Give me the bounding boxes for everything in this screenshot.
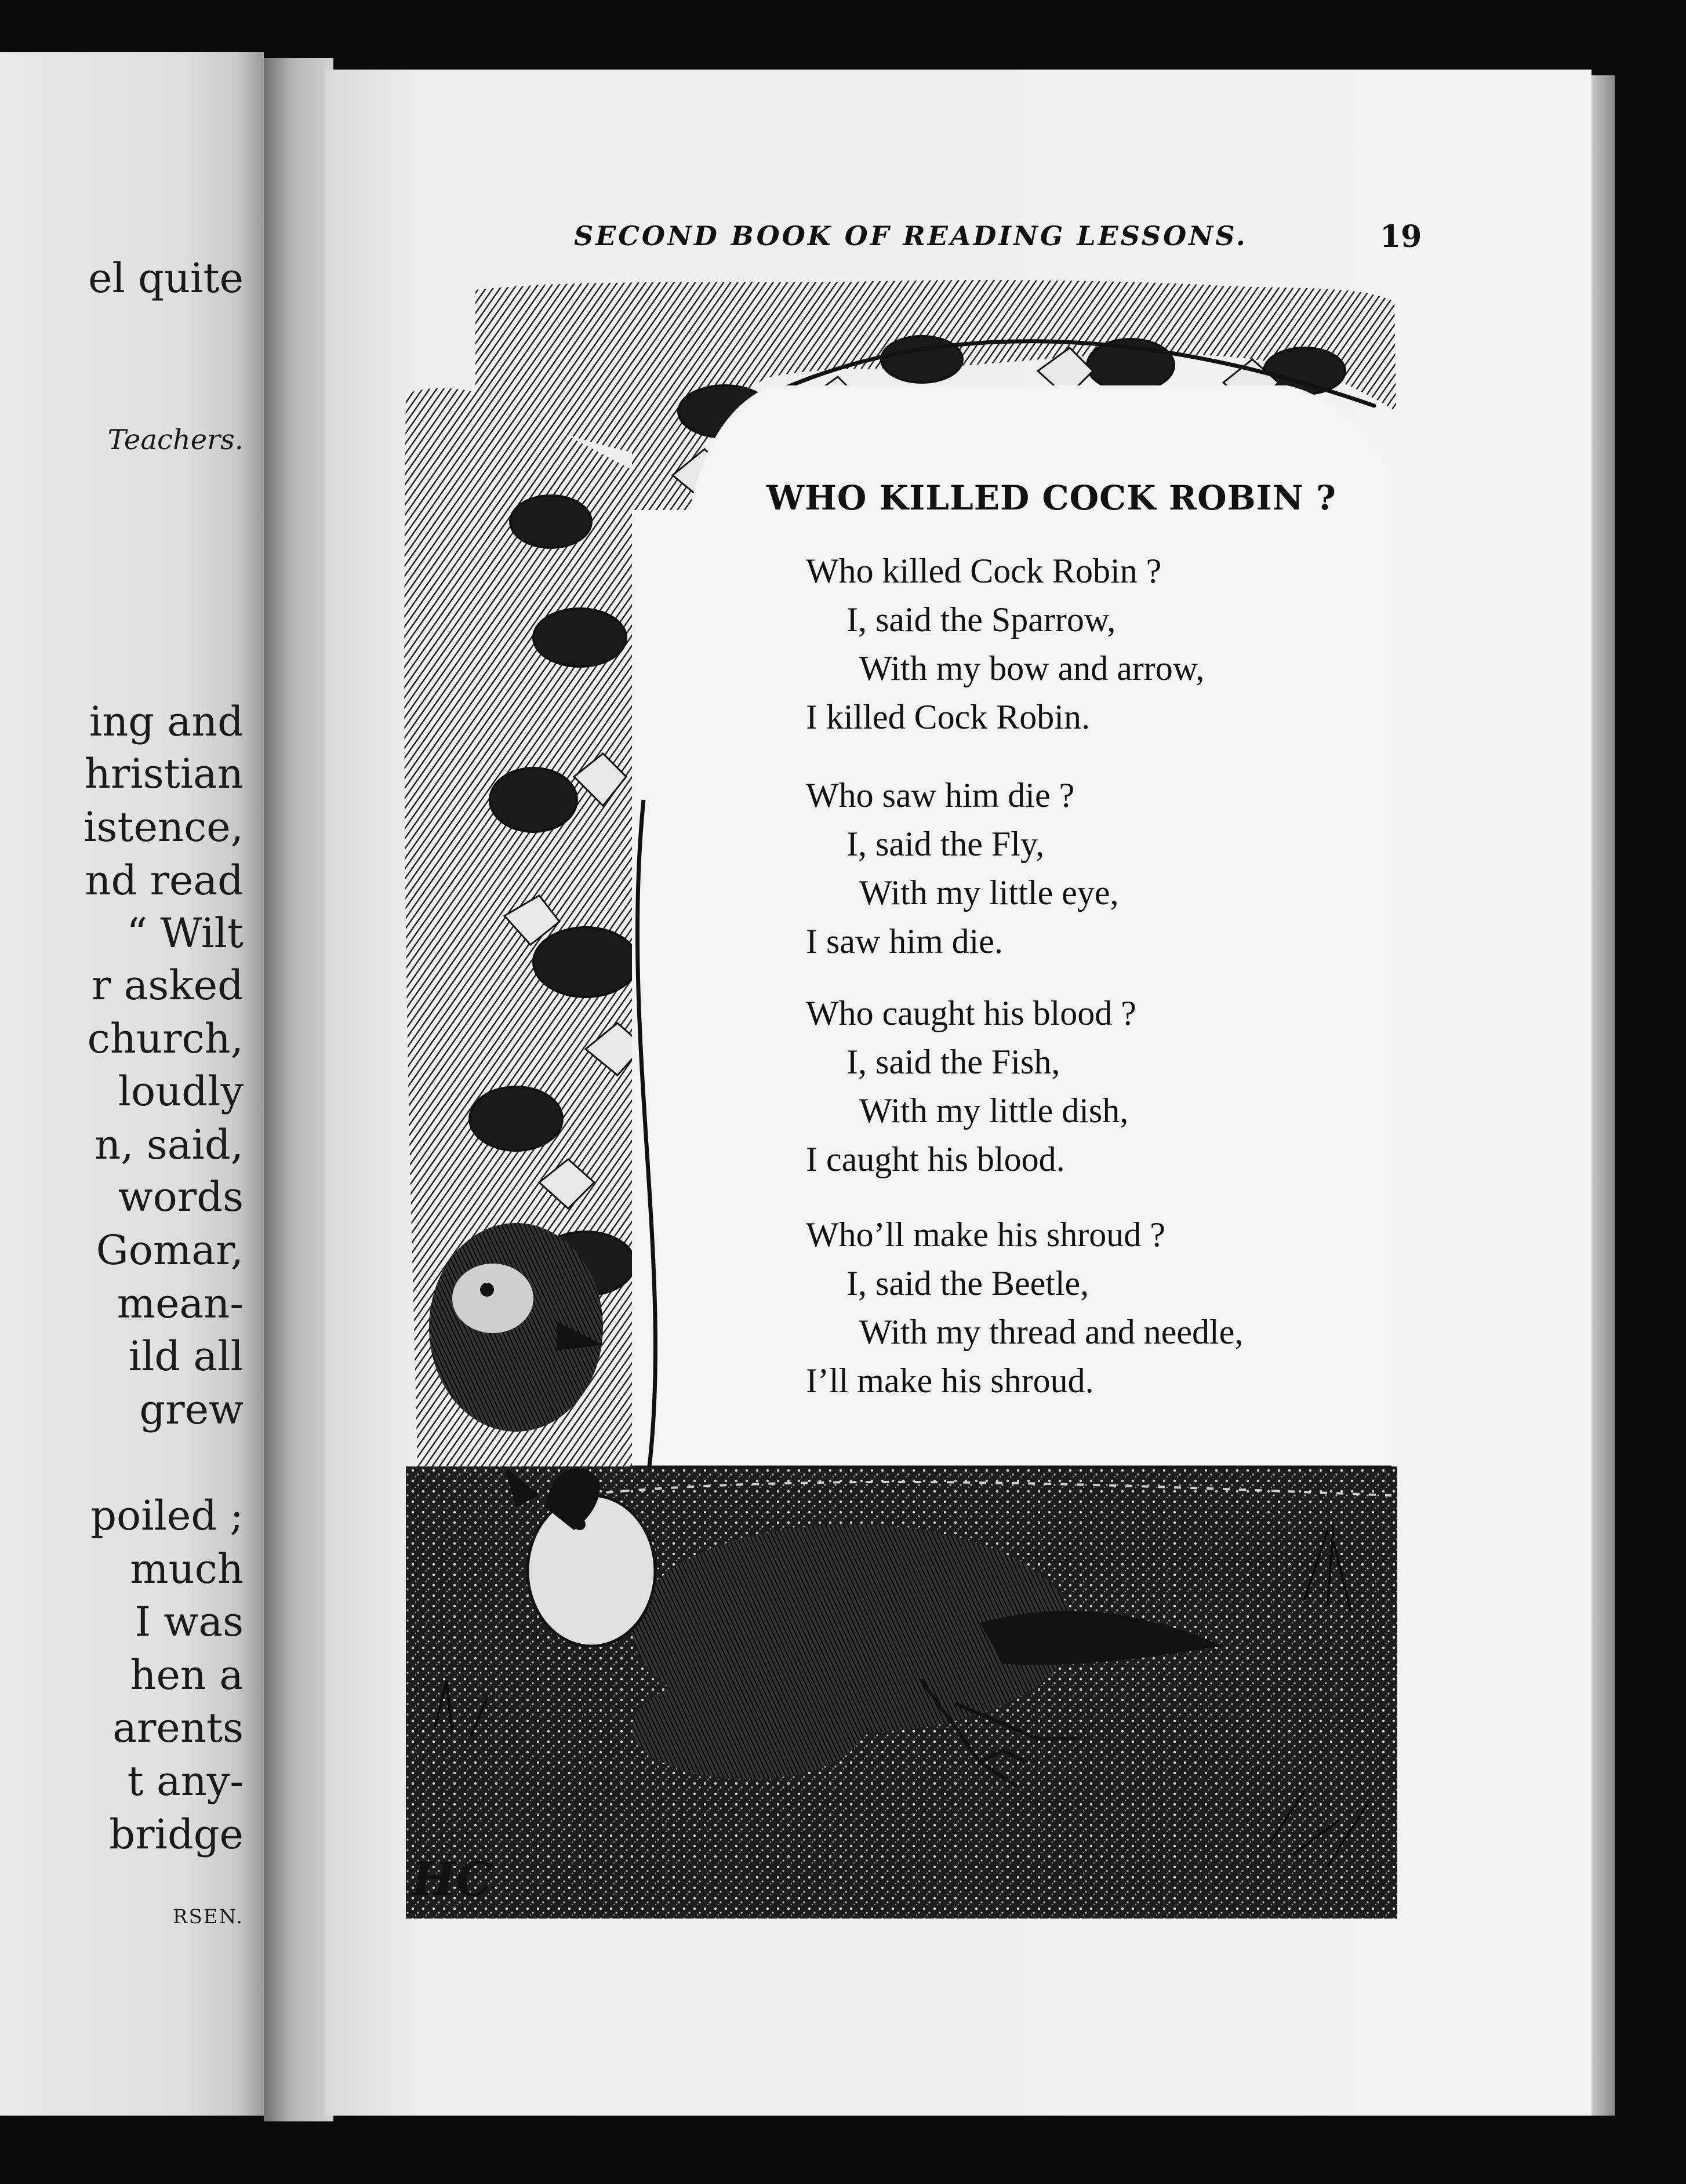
poem-line: I’ll make his shroud.: [806, 1362, 1094, 1400]
left-page-text-line: ild all: [128, 1333, 244, 1380]
left-page-text-line: el quite: [88, 254, 244, 302]
poem-line: With my bow and arrow,: [859, 649, 1205, 687]
poem-line: I saw him die.: [806, 922, 1003, 960]
left-page-text-line: ing and: [89, 698, 244, 745]
left-page-text-line: Teachers.: [107, 424, 244, 456]
poem-line: With my thread and needle,: [859, 1313, 1244, 1351]
left-page-text-line: mean-: [117, 1280, 244, 1327]
poem-line: With my little dish,: [859, 1091, 1129, 1130]
left-page-text-line: nd read: [85, 857, 244, 904]
page-number: 19: [1380, 219, 1422, 254]
left-page: [0, 52, 264, 2116]
poem-line: Who saw him die ?: [806, 776, 1075, 814]
left-page-text-line: church,: [87, 1015, 244, 1062]
left-page-text-line: hen a: [130, 1651, 244, 1699]
book-gutter: [264, 58, 333, 2121]
poem-line: Who killed Cock Robin ?: [806, 552, 1162, 590]
poem-line: I, said the Beetle,: [846, 1264, 1089, 1302]
poem-line: I killed Cock Robin.: [806, 698, 1090, 736]
poem-line: I, said the Fly,: [846, 825, 1045, 863]
poem-panel: [632, 385, 1391, 1466]
left-page-text-line: r asked: [91, 962, 244, 1009]
poem-line: Who’ll make his shroud ?: [806, 1215, 1165, 1254]
left-page-text-line: t any-: [127, 1757, 244, 1805]
left-page-text-line: arents: [112, 1704, 244, 1752]
left-page-text-line: words: [118, 1173, 244, 1221]
left-page-text-line: I was: [135, 1598, 244, 1646]
poem-line: I, said the Fish,: [846, 1043, 1060, 1081]
poem-line: With my little eye,: [859, 873, 1119, 912]
poem-line: I caught his blood.: [806, 1140, 1065, 1178]
left-page-text-line: n, said,: [95, 1121, 244, 1169]
running-head: SECOND BOOK OF READING LESSONS.: [574, 220, 1248, 252]
left-page-text-line: loudly: [118, 1068, 244, 1115]
left-page-text-line: poiled ;: [90, 1492, 244, 1539]
sparrow-illustration: [429, 1223, 603, 1432]
left-page-text-line: hristian: [84, 750, 244, 798]
poem-line: Who caught his blood ?: [806, 994, 1136, 1032]
left-page-text-line: istence,: [83, 803, 244, 851]
page-edge: [1591, 75, 1615, 2116]
left-page-text-line: “ Wilt: [126, 909, 244, 957]
poem-line: I, said the Sparrow,: [846, 600, 1116, 639]
left-page-text-line: bridge: [109, 1811, 244, 1858]
left-page-text-line: much: [130, 1545, 244, 1593]
left-page-text-line: RSEN.: [172, 1905, 244, 1928]
poem-title: WHO KILLED COCK ROBIN ?: [766, 478, 1336, 518]
engraver-monogram: HC: [412, 1852, 493, 1906]
left-page-text-line: Gomar,: [96, 1226, 244, 1274]
left-page-text-line: grew: [139, 1386, 244, 1433]
